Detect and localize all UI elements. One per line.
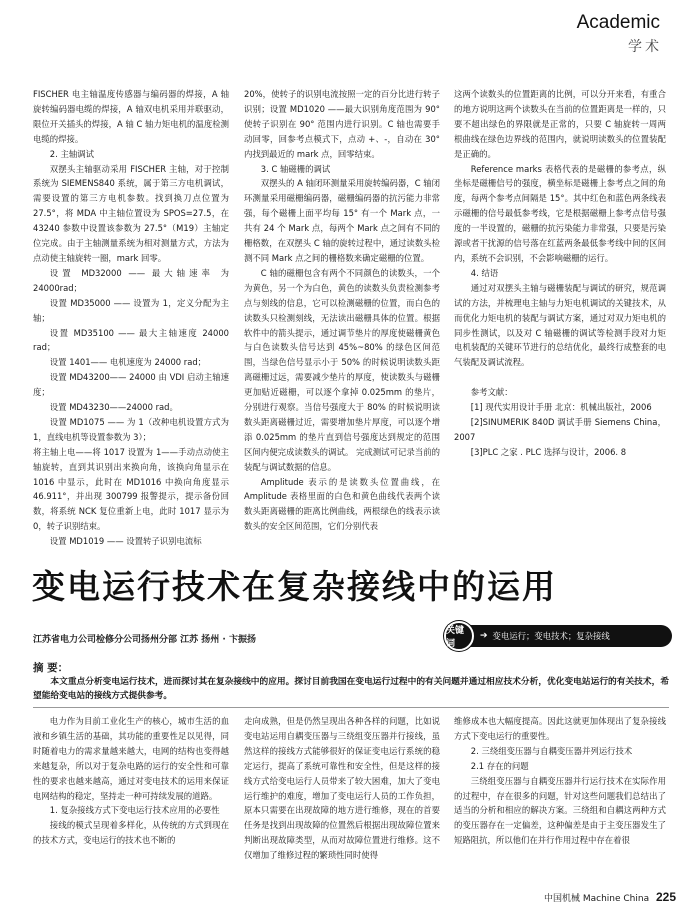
paragraph: 20%，使转子的识别电流按照一定的百分比进行转子识别；设置 MD1020 ——最大识别角度范围为 90° 使转子识别在 90° 范围内进行识别。C 轴也需要手动回零，回参考点模式下，点动 +、-，自动在 30° 内找到最近的 mark 点，回零结束。 [244, 89, 440, 159]
paragraph: 2. 三绕组变压器与自耦变压器并列运行技术 [470, 745, 633, 756]
paragraph: 设置 1401—— 电机速度为 24000 rad； [49, 357, 207, 368]
prev-article-column-3 [454, 87, 666, 460]
article-title: 变电运行技术在复杂接线中的运用 [32, 567, 557, 606]
section-label-en: Academic [576, 12, 660, 33]
paragraph: 电力作为目前工业化生产的核心，城市生活的血液和乡镇生活的基础，其功能的重要性足以见得，同时随着电力的需求量越来越大，电网的结构也变得越来越复杂，所以对于复杂电路的运行的安全性和可靠性的要求也越来越高，通过对变电技术的运用来保证电网结构的稳定，坚持走一种可持续发展的道路。 [33, 716, 229, 801]
article-author: 江苏省电力公司检修分公司扬州分部 江苏 扬州 · 卞振扬 [33, 635, 256, 645]
paragraph: 将主轴上电——将 1017 设置为 1——手动点动使主轴旋转，直到其识别出来换向角，该换向角显示在 1016 中显示，此时在 MD1016 中换向角度显示 46.911°，并出现 300799 报警提示，提示备份回数，将系统 NCK 复位重新上电，此时 1017 显示为 0，转子识别结束。 [33, 446, 229, 532]
paragraph: [1] 现代实用设计手册 北京：机械出版社，2006 [470, 402, 652, 413]
page-number: 225 [655, 890, 676, 904]
paragraph: 双摆头的 A 轴闭环测量采用旋转编码器，C 轴闭环测量采用磁栅编码器，磁栅编码器的抗污能力非常强，每个磁栅上面平均每 15° 有一个 Mark 点，一共有 24 个 Mark 点，每两个 Mark 点之间有不同的栅格数，在双摆头 C 轴的旋转过程中，通过读数头检测不同 Mark 点之间的栅格数来确定磁栅的位置。 [244, 178, 440, 263]
paragraph: Reference marks 表格代表的是磁栅的参考点，纵坐标是磁栅信号的强度，横坐标是磁栅上参考点之间的角度，每两个参考点间隔是 15°。其中红色和蓝色两条线表示磁栅的信号最低参考线，它是根据磁栅上参考点信号强度的一半设置的，磁栅的抗污染能力非常强，只要是污染源或者干扰源的信号落在红蓝两条最低参考线中间的区间内，系统不会识别，不会影响磁栅的运行。 [454, 163, 666, 263]
paragraph: 通过对双摆头主轴与磁栅装配与调试的研究，规范调试的方法，并梳理电主轴与力矩电机调试的关键技术，从而优化力矩电机的装配与调试方案，通过对双力矩电机的同步性测试，以及对 C 轴磁栅的调试等检测手段对力矩电机装配的关键环节进行的总结优化，最终行成整套的电气装配及调试流程。 [454, 282, 666, 368]
paragraph: 3. C 轴磁栅的调试 [260, 163, 331, 174]
paragraph: 接线的模式呈现着多样化，从传统的方式到现在的技术方式，变电运行的技术也不断的 [33, 820, 229, 846]
page-footer [544, 890, 676, 904]
section-label-zh: 学术 [628, 39, 662, 55]
paragraph: 设置 MD43230——24000 rad。 [49, 402, 178, 413]
article-column-2 [244, 714, 440, 863]
paragraph: 设置 MD43200—— 24000 由 VDI 启动主轴速度； [33, 372, 229, 398]
abstract-divider [33, 707, 669, 708]
paragraph: [2]SINUMERIK 840D 调试手册 Siemens China，2007 [454, 416, 666, 442]
article-column-1 [33, 714, 229, 848]
abstract-text: 本文重点分析变电运行技术，进而探讨其在复杂接线中的应用。探讨目前我国在变电运行过程中的有关问题并通过相应技术分析，优化变电站运行的有关技术，希望能给变电站的接线方式提供参考。 [33, 677, 669, 701]
paragraph: 设置 MD35000 —— 设置为 1，定义分配为主轴； [33, 297, 229, 323]
keywords-text: 变电运行；变电技术；复杂接线 [492, 631, 610, 641]
paragraph: 维修成本也大幅度提高。因此这就更加体现出了复杂接线方式下变电运行的重要性。 [454, 716, 666, 741]
paragraph: 设置 MD1019 —— 设置转子识别电流标 [49, 536, 202, 547]
spacer [454, 370, 666, 385]
paragraph: 2. 主轴调试 [49, 148, 94, 159]
paragraph: 设置 MD35100 —— 最大主轴速度 24000 rad； [33, 327, 229, 353]
paragraph: 1. 复杂接线方式下变电运行技术应用的必要性 [49, 805, 220, 816]
prev-article-column-1 [33, 87, 229, 549]
keywords-bar [446, 625, 672, 647]
article-column-3 [454, 714, 666, 848]
paragraph: 走向成熟，但是仍然呈现出各种各样的问题，比如说变电站运用自耦变压器与三绕组变压器并行接线，虽然这样的接线方式能够很好的保证变电运行系统的稳定运行，提高了系统可靠性和安全性，但是这样的接线方式给变电运行人员带来了较大困难，加大了变电运行维护的难度，增加了变电运行人员的工作负担，原本只需要在出现故障的地方进行维修，现在的首要任务是找到出现故障的位置然后根据出现故障位置来判断出现故障类型，从而对故障位置进行维修。这不仅增加了维修过程的繁琐性同时使得 [244, 716, 440, 861]
abstract-label: 摘 要： [33, 662, 69, 674]
prev-article-column-2 [244, 87, 440, 534]
paragraph: FISCHER 电主轴温度传感器与编码器的焊接，A 轴旋转编码器电缆的焊接，A 轴双电机采用并联驱动，限位开关插头的焊接，A 轴 C 轴力矩电机的温度检测电缆的焊接。 [33, 89, 229, 144]
paragraph: 双摆头主轴驱动采用 FISCHER 主轴，对于控制系统为 SIEMENS840 系统，属于第三方电机调试，需要设置的第三方电机参数。找到换刀点位置为 27.5°，将 MDA 中主轴位置设为 SPOS=27.5，在 43240 参数中设置该参数为 27.5°（M19）主轴定位完成。由于主轴测量系统为相对测量方式，方法为点动使主轴旋转一圈，mark 回零。 [33, 163, 229, 263]
keywords-badge: 关键词 [444, 621, 474, 651]
paragraph: 2.1 存在的问题 [470, 760, 529, 771]
arrow-right-icon: ➔ [480, 631, 488, 641]
paragraph: 设置 MD32000 —— 最大轴速率 为 24000rad； [33, 267, 229, 293]
paragraph: [3]PLC 之家 . PLC 选择与设计，2006. 8 [470, 446, 627, 457]
paragraph: Amplitude 表示的是读数头位置曲线，在 Amplitude 表格里面的白色和黄色曲线代表两个读数头距离磁栅的距离比例曲线，两根绿色的线表示读数头的安全区间范围，它们分别代表 [244, 476, 440, 532]
journal-name: 中国机械 Machine China [543, 894, 650, 904]
paragraph: C 轴的磁栅包含有两个不同颜色的读数头，一个为黄色，另一个为白色，黄色的读数头负责检测参考点与刻线的信息，它可以检测磁栅的位置，而白色的读数头只检测刻线，无法读出磁栅具体的位置。根据软件中的箭头提示，通过调节垫片的厚度使磁栅黄色与白色读数头信号达到 45%~80% 的绿色区间范围，当绿色信号显示小于 50% 的时候说明读数头距离磁栅过远，需要减少垫片的厚度，使读数头与磁栅更加贴近磁栅，可以逐个拿掉 0.025mm 的垫片，分别进行观察。当信号强度大于 80% 的时候说明读数头距离磁栅过近，需要增加垫片厚度，可以逐个增添 0.025mm 的垫片直到信号强度达到规定的范围区间内便完成读数头的调试。 完成测试可记录当前的装配与调试数据的信息。 [244, 267, 440, 472]
paragraph: 三绕组变压器与自耦变压器并行运行技术在实际作用的过程中，存在很多的问题，针对这些问题我们总结出了适当的分析和相应的解决方案。三绕组和自耦这两种方式的变压器存在一定偏差，这种偏差是由于主变压器发生了短路阻抗，所以他们在并行作用过程中存在着很 [454, 775, 666, 846]
paragraph: 这两个读数头的位置距离的比例，可以分开来看，有重合的地方说明这两个读数头在当前的位置距离是一样的，只要不超出绿色的界限就是正常的，只要 C 轴旋转一周两根曲线在绿色边界线的范围内，就说明读数头的位置装配是正确的。 [454, 89, 666, 159]
paragraph: 参考文献： [470, 387, 513, 398]
paragraph: 设置 MD1075 —— 为 1（改种电机设置方式为 1，直线电机等设置参数为 3）； [33, 416, 229, 442]
paragraph: 4. 结语 [470, 267, 499, 278]
